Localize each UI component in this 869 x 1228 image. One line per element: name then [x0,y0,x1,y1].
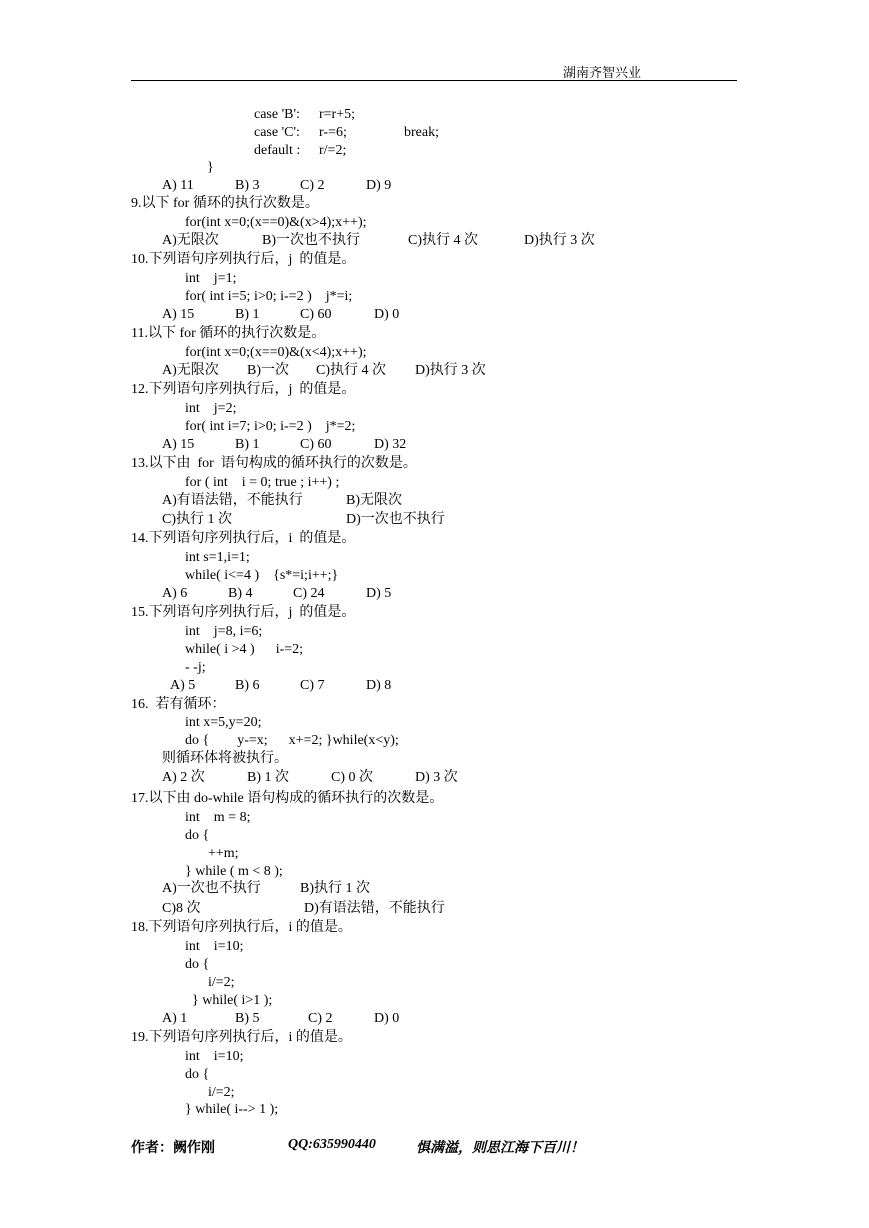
text-segment: D) 0 [374,307,400,322]
text-segment: for ( int i = 0; true ; i++) ; [185,475,340,490]
text-segment: 14.下列语句序列执行后，i 的值是。 [131,531,356,546]
text-segment: D)执行 3 次 [415,363,486,378]
text-segment: r=r+5; [319,107,356,122]
text-segment: A) 15 [162,437,195,452]
text-segment: B) 4 [228,586,253,601]
text-segment: D)有语法错，不能执行 [304,901,445,916]
text-segment: B)无限次 [346,493,402,508]
text-segment: C) 60 [300,437,332,452]
text-segment: C)执行 4 次 [408,233,478,248]
text-segment: A)无限次 [162,363,219,378]
text-segment: A)一次也不执行 [162,881,261,896]
text-segment: 则循环体将被执行。 [162,751,288,766]
text-segment: C)执行 1 次 [162,512,232,527]
text-segment: 16. 若有循环： [131,697,226,712]
text-segment: break; [404,125,439,140]
text-segment: do { [185,828,210,843]
footer-author: 作者：阙作刚 [131,1141,215,1156]
text-segment: A) 5 [170,678,196,693]
text-segment: int s=1,i=1; [185,550,250,565]
text-segment: C) 60 [300,307,332,322]
text-segment: B)一次也不执行 [262,233,360,248]
text-segment: C)执行 4 次 [316,363,386,378]
text-segment: B)执行 1 次 [300,881,370,896]
text-segment: D) 5 [366,586,392,601]
text-segment: D)执行 3 次 [524,233,595,248]
text-segment: do { y-=x; x+=2; }while(x<y); [185,733,399,748]
footer-qq: QQ:635990440 [288,1137,376,1152]
text-segment: int i=10; [185,939,244,954]
text-segment: 9.以下 for 循环的执行次数是。 [131,196,319,211]
text-segment: B) 6 [235,678,260,693]
text-segment: int j=1; [185,271,237,286]
text-segment: i/=2; [208,975,235,990]
text-segment: int j=8, i=6; [185,624,263,639]
text-segment: D) 9 [366,178,392,193]
text-segment: A) 6 [162,586,188,601]
text-segment: case 'C': [254,125,300,140]
text-segment: } while( i>1 ); [192,993,273,1008]
text-segment: int x=5,y=20; [185,715,262,730]
text-segment: r-=6; [319,125,347,140]
text-segment: for( int i=7; i>0; i-=2 ) j*=2; [185,419,356,434]
text-segment: B) 5 [235,1011,260,1026]
text-segment: } while ( m < 8 ); [185,864,283,879]
text-segment: B) 1 [235,307,260,322]
text-segment: B) 1 次 [247,770,289,785]
text-segment: C) 24 [293,586,325,601]
text-segment: C) 7 [300,678,325,693]
text-segment: int j=2; [185,401,237,416]
text-segment: ++m; [208,846,239,861]
text-segment: } while( i--> 1 ); [185,1102,279,1117]
text-segment: for(int x=0;(x==0)&(x<4);x++); [185,345,367,360]
text-segment: 17.以下由 do-while 语句构成的循环执行的次数是。 [131,791,444,806]
text-segment: - -j; [185,660,206,675]
text-segment: C) 2 [300,178,325,193]
text-segment: D) 8 [366,678,392,693]
text-segment: A) 15 [162,307,195,322]
text-segment: 11.以下 for 循环的执行次数是。 [131,326,326,341]
text-segment: B) 3 [235,178,260,193]
text-segment: 15.下列语句序列执行后，j 的值是。 [131,605,356,620]
text-segment: B)一次 [247,363,289,378]
text-segment: 18.下列语句序列执行后，i 的值是。 [131,920,352,935]
text-segment: A)有语法错，不能执行 [162,493,303,508]
text-segment: B) 1 [235,437,260,452]
text-segment: r/=2; [319,143,347,158]
text-segment: case 'B': [254,107,300,122]
text-segment: D)一次也不执行 [346,512,445,527]
text-segment: for( int i=5; i>0; i-=2 ) j*=i; [185,289,353,304]
header-rule [131,80,737,81]
header-company: 湖南齐智兴业 [563,65,642,80]
text-segment: int m = 8; [185,810,251,825]
text-segment: while( i<=4 ) {s*=i;i++;} [185,568,339,583]
text-segment: C) 2 [308,1011,333,1026]
text-segment: D) 0 [374,1011,400,1026]
text-segment: A) 2 次 [162,770,205,785]
text-segment: for(int x=0;(x==0)&(x>4);x++); [185,215,367,230]
text-segment: A) 1 [162,1011,188,1026]
text-segment: while( i >4 ) i-=2; [185,642,304,657]
text-segment: do { [185,957,210,972]
text-segment: do { [185,1067,210,1082]
text-segment: D) 32 [374,437,407,452]
text-segment: 12.下列语句序列执行后，j 的值是。 [131,382,356,397]
text-segment: D) 3 次 [415,770,458,785]
text-segment: A) 11 [162,178,194,193]
footer-motto: 惧满溢，则思江海下百川！ [416,1141,584,1156]
text-segment: 19.下列语句序列执行后，i 的值是。 [131,1030,352,1045]
text-segment: int i=10; [185,1049,244,1064]
text-segment: 13.以下由 for 语句构成的循环执行的次数是。 [131,456,417,471]
text-segment: C) 0 次 [331,770,373,785]
text-segment: } [207,160,214,175]
text-segment: default : [254,143,301,158]
text-segment: C)8 次 [162,901,201,916]
text-segment: A)无限次 [162,233,219,248]
text-segment: i/=2; [208,1085,235,1100]
text-segment: 10.下列语句序列执行后，j 的值是。 [131,252,356,267]
